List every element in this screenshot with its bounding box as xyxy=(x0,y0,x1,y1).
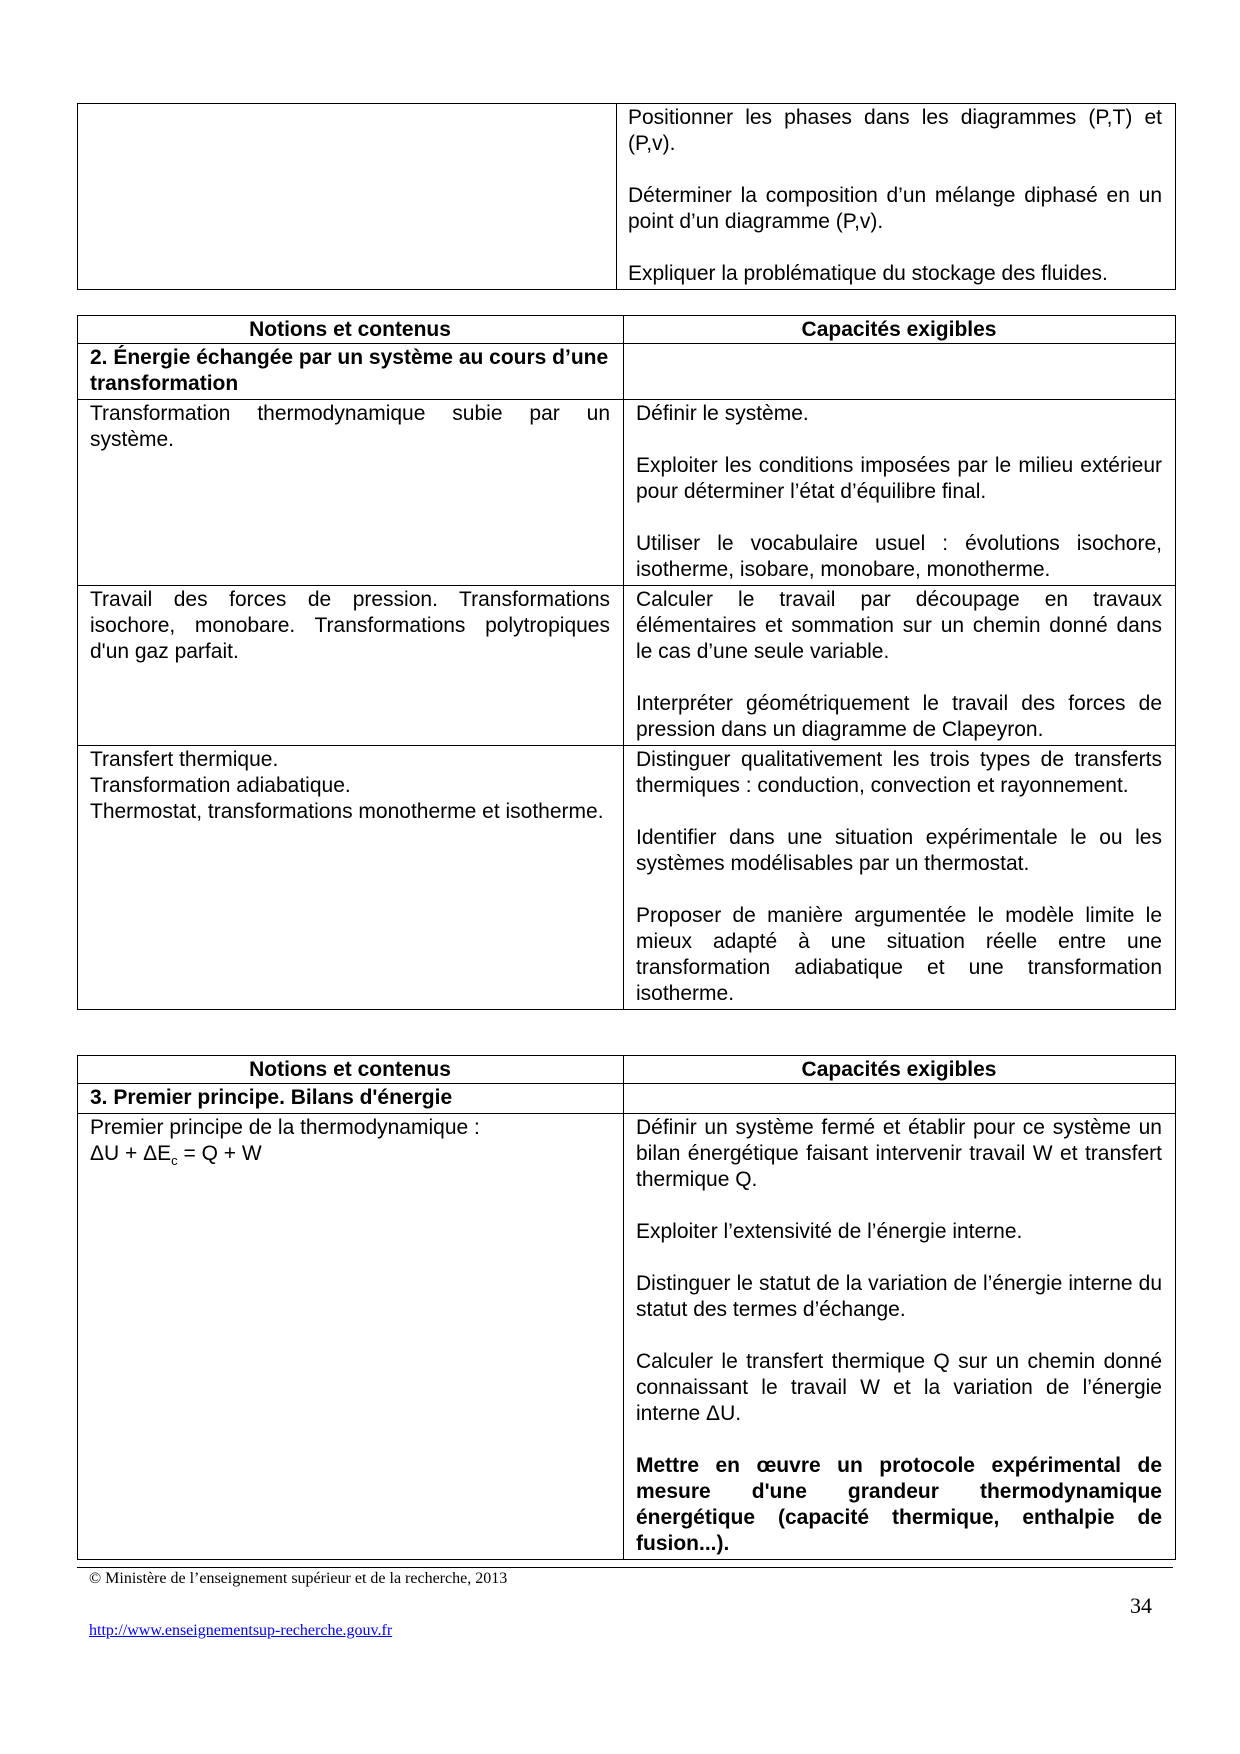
section-title: 2. Énergie échangée par un système au cours d’une transformation xyxy=(78,344,624,400)
premier-principe-table xyxy=(77,1055,1176,1560)
notion-line: Premier principe de la thermodynamique : xyxy=(90,1116,480,1139)
page-number: 34 xyxy=(1130,1593,1152,1618)
continuation-table xyxy=(77,103,1176,290)
capacite-paragraph: Calculer le travail par découpage en travaux élémentaires et sommation sur un chemin donné dans le cas d’une seule variable. xyxy=(636,588,1162,663)
capacites-cell xyxy=(624,1114,1176,1560)
notion-text: Transformation thermodynamique subie par un système. xyxy=(90,402,610,451)
energie-echangee-table xyxy=(77,315,1176,1010)
capacite-paragraph: Exploiter les conditions imposées par le milieu extérieur pour déterminer l’état d’équilibre final. xyxy=(636,454,1162,503)
capacite-paragraph: Identifier dans une situation expérimentale le ou les systèmes modélisables par un thermostat. xyxy=(636,826,1162,875)
empty-cell xyxy=(624,344,1176,400)
capacites-header: Capacités exigibles xyxy=(624,1056,1176,1084)
notion-text: Travail des forces de pression. Transformations isochore, monobare. Transformations polytropiques d'un gaz parfait. xyxy=(90,588,610,663)
capacites-cell xyxy=(624,400,1176,586)
capacite-paragraph: Interpréter géométriquement le travail des forces de pression dans un diagramme de Clapeyron. xyxy=(636,692,1162,741)
section-title: 3. Premier principe. Bilans d'énergie xyxy=(78,1084,624,1114)
formula-part: ΔU + ΔE xyxy=(90,1142,172,1165)
capacites-cell xyxy=(624,586,1176,746)
notion-cell xyxy=(78,586,624,746)
formula-subscript: c xyxy=(171,1153,178,1169)
notion-line: Transfert thermique. xyxy=(90,748,279,771)
notions-header: Notions et contenus xyxy=(78,1056,624,1084)
capacite-paragraph: Définir un système fermé et établir pour ce système un bilan énergétique faisant intervenir travail W et transfert thermique Q. xyxy=(636,1116,1162,1191)
capacite-paragraph: Définir le système. xyxy=(636,402,809,425)
capacite-paragraph: Positionner les phases dans les diagrammes (P,T) et (P,v). xyxy=(628,106,1162,155)
notion-line: Transformation adiabatique. xyxy=(90,774,351,797)
capacites-cell xyxy=(617,104,1176,290)
footer-rule xyxy=(77,1567,1173,1568)
capacite-paragraph: Déterminer la composition d’un mélange diphasé en un point d’un diagramme (P,v). xyxy=(628,184,1162,233)
empty-notions-cell xyxy=(78,104,617,290)
notion-cell xyxy=(78,1114,624,1560)
capacite-paragraph: Expliquer la problématique du stockage des fluides. xyxy=(628,262,1108,285)
footer-link[interactable]: http://www.enseignementsup-recherche.gouv.fr xyxy=(89,1622,393,1639)
footer-copyright: © Ministère de l’enseignement supérieur et de la recherche, 2013 xyxy=(89,1570,508,1587)
formula xyxy=(90,1141,610,1174)
capacite-paragraph: Proposer de manière argumentée le modèle limite le mieux adapté à une situation réelle entre une transformation adiabatique et une transformation isotherme. xyxy=(636,904,1162,1005)
capacite-paragraph: Utiliser le vocabulaire usuel : évolutions isochore, isotherme, isobare, monobare, monotherme. xyxy=(636,532,1162,581)
notion-cell xyxy=(78,400,624,586)
notion-cell xyxy=(78,746,624,1010)
notion-line: Thermostat, transformations monotherme et isotherme. xyxy=(90,800,604,823)
capacite-paragraph-bold: Mettre en œuvre un protocole expérimental de mesure d'une grandeur thermodynamique énergétique (capacité thermique, enthalpie de fusion...). xyxy=(636,1454,1162,1555)
notions-header: Notions et contenus xyxy=(78,316,624,344)
capacites-cell xyxy=(624,746,1176,1010)
capacite-paragraph: Distinguer qualitativement les trois types de transferts thermiques : conduction, convection et rayonnement. xyxy=(636,748,1162,797)
capacite-paragraph: Distinguer le statut de la variation de l’énergie interne du statut des termes d’échange. xyxy=(636,1272,1162,1321)
capacite-paragraph: Calculer le transfert thermique Q sur un chemin donné connaissant le travail W et la variation de l’énergie interne ΔU. xyxy=(636,1350,1162,1425)
formula-part: = Q + W xyxy=(177,1142,262,1165)
empty-cell xyxy=(624,1084,1176,1114)
capacite-paragraph: Exploiter l’extensivité de l’énergie interne. xyxy=(636,1220,1023,1243)
capacites-header: Capacités exigibles xyxy=(624,316,1176,344)
